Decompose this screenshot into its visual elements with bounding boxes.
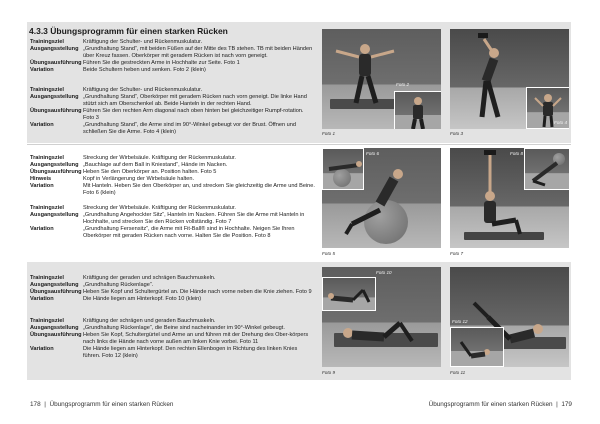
exercise-text-3a bbox=[30, 275, 315, 303]
row-text: „Grundhaltung Fersensitz“, die Arme mit Fit-Ball® sind in Hochhalte. Neigen Sie Ihren Oberkörper mit geraden Rücken nach vorne. Halten Sie die Position. Foto 8 bbox=[83, 226, 295, 239]
row-label: Variation bbox=[30, 183, 54, 189]
row-label: Hinweis bbox=[30, 176, 52, 182]
row-text: „Grundhaltung Rückenlage“, die Beine sind nacheinander im 90°-Winkel gebeugt. bbox=[83, 325, 285, 331]
footer-separator: | bbox=[554, 401, 560, 408]
row-label: Ausgangsstellung bbox=[30, 94, 79, 100]
row-label: Ausgangsstellung bbox=[30, 212, 79, 218]
exercise-text-2a bbox=[30, 155, 315, 197]
section-title bbox=[29, 26, 228, 36]
row-text: Kopf in Verlängerung der Wirbelsäule halten. bbox=[83, 176, 195, 182]
running-title-right: Übungsprogramm für einen starken Rücken bbox=[428, 401, 553, 408]
row-label: Trainingsziel bbox=[30, 87, 64, 93]
row-text: Führen Sie den rechten Arm diagonal nach oben hinten bei gleichzeitiger Rumpf-rotation. Foto 3 bbox=[83, 108, 304, 121]
photo-9-caption: Foto 9 bbox=[322, 370, 336, 375]
row-label: Variation bbox=[30, 296, 54, 302]
row-label: Trainingsziel bbox=[30, 318, 64, 324]
photo-2-inset bbox=[394, 91, 441, 129]
photo-1 bbox=[322, 29, 441, 129]
row-label: Variation bbox=[30, 226, 54, 232]
row-text: Streckung der Wirbelsäule. Kräftigung der Rückenmuskulatur. bbox=[83, 155, 236, 161]
photo-3-caption: Foto 3 bbox=[450, 131, 464, 136]
row-label: Variation bbox=[30, 122, 54, 128]
photo-8-label: Foto 8 bbox=[510, 151, 524, 156]
photo-11-caption: Foto 11 bbox=[450, 370, 466, 375]
exercise-text-1b bbox=[30, 87, 315, 136]
row-label: Übungsausführung bbox=[30, 332, 82, 338]
person-figure-8 bbox=[525, 149, 569, 189]
exercise-text-2b bbox=[30, 205, 315, 240]
row-label: Trainingsziel bbox=[30, 205, 64, 211]
row-text: Kräftigung der Schulter- und Rückenmuskulatur. bbox=[83, 87, 203, 93]
photo-12-label: Foto 12 bbox=[452, 319, 468, 324]
row-text: Führen Sie die gestreckten Arme in Hochhalte zur Seite. Foto 1 bbox=[83, 60, 240, 66]
photo-10-label: Foto 10 bbox=[376, 270, 392, 275]
row-text: Heben Sie Kopf, Schultergürtel und Arme an und führen mit der Drehung des Ober-körpers nach links die Hände nach vorne außen am linken Knie vorbei. Foto 11 bbox=[83, 332, 309, 345]
row-text: Mit Hanteln. Heben Sie den Oberkörper an, und strecken Sie gleichzeitig die Arme und Beine. Foto 6 (klein) bbox=[83, 183, 315, 196]
photo-7-caption: Foto 7 bbox=[450, 251, 464, 256]
photo-6-label: Foto 6 bbox=[366, 151, 380, 156]
row-text: „Grundhaltung Angehockter Sitz“, Hanteln im Nacken. Führen Sie die Arme mit Hanteln in Hochhalte, und strecken Sie den Rücken vollständig. Foto 7 bbox=[83, 212, 305, 225]
row-text: „Grundhaltung Stand“, mit beiden Füßen auf der Mitte des TB stehen. TB mit beiden Händen über Kreuz fassen. Oberkörper mit geradem Rücken ist nach vorn geneigt. bbox=[83, 46, 313, 59]
person-figure-5 bbox=[322, 148, 441, 248]
row-label: Trainingsziel bbox=[30, 275, 64, 281]
row-label: Ausgangsstellung bbox=[30, 162, 79, 168]
row-text: Kräftigung der Schulter- und Rückenmuskulatur. bbox=[83, 39, 203, 45]
row-label: Variation bbox=[30, 346, 54, 352]
page-number-right: 179 bbox=[561, 401, 572, 408]
row-label: Übungsausführung bbox=[30, 60, 82, 66]
row-text: „Grundhaltung Rückenlage“. bbox=[83, 282, 154, 288]
photo-1-caption: Foto 1 bbox=[322, 131, 336, 136]
row-label: Übungsausführung bbox=[30, 289, 82, 295]
row-text: Kräftigung der geraden und schrägen Bauchmuskeln. bbox=[83, 275, 216, 281]
photo-5 bbox=[322, 148, 441, 248]
photo-7 bbox=[450, 148, 569, 248]
row-label: Trainingsziel bbox=[30, 155, 64, 161]
photo-2-label: Foto 2 bbox=[396, 82, 410, 87]
person-figure-9 bbox=[322, 267, 441, 367]
section-number: 4.3.3 bbox=[29, 26, 48, 36]
exercise-text-3b bbox=[30, 318, 315, 360]
row-text: Streckung der Wirbelsäule. Kräftigung der Rückenmuskulatur. bbox=[83, 205, 236, 211]
row-text: Heben Sie Kopf und Schultergürtel an. Die Hände nach vorne neben die Knie ziehen. Foto 9 bbox=[83, 289, 312, 295]
photo-9 bbox=[322, 267, 441, 367]
photo-5-caption: Foto 5 bbox=[322, 251, 336, 256]
photo-12-inset bbox=[450, 327, 504, 367]
photo-11 bbox=[450, 267, 569, 367]
footer-separator: | bbox=[42, 401, 48, 408]
row-label: Ausgangsstellung bbox=[30, 325, 79, 331]
running-title-left: Übungsprogramm für einen starken Rücken bbox=[49, 401, 174, 408]
row-text: Die Hände liegen am Hinterkopf. Den rechten Ellenbogen in Richtung des linken Knies führen. Foto 12 (klein) bbox=[83, 346, 298, 359]
footer-right bbox=[429, 401, 572, 408]
row-text: Die Hände liegen am Hinterkopf. Foto 10 (klein) bbox=[83, 296, 202, 302]
row-label: Übungsausführung bbox=[30, 169, 82, 175]
row-label: Ausgangsstellung bbox=[30, 282, 79, 288]
row-text: „Bauchlage auf dem Ball in Kniestand“, Hände im Nacken. bbox=[83, 162, 228, 168]
photo-8-inset bbox=[524, 148, 569, 190]
row-label: Übungsausführung bbox=[30, 108, 82, 114]
row-text: Heben Sie den Oberkörper an. Position halten. Foto 5 bbox=[83, 169, 217, 175]
person-figure-2 bbox=[395, 92, 441, 129]
exercise-text-1a bbox=[30, 39, 315, 74]
section-title-text: Übungsprogramm für einen starken Rücken bbox=[50, 26, 228, 36]
row-text: Kräftigung der schrägen und geraden Bauchmuskeln. bbox=[83, 318, 216, 324]
page-number-left: 178 bbox=[30, 401, 41, 408]
row-text: „Grundhaltung Stand“, die Arme sind im 90°-Winkel gebeugt vor der Brust. Öffnen und schließen Sie die Arme. Foto 4 (klein) bbox=[83, 122, 296, 135]
row-label: Trainingsziel bbox=[30, 39, 64, 45]
photo-4-label: Foto 4 bbox=[554, 120, 568, 125]
row-text: Beide Schultern heben und senken. Foto 2 (klein) bbox=[83, 67, 206, 73]
row-text: „Grundhaltung Stand“, Oberkörper mit geradem Rücken nach vorn geneigt. Die linke Hand stützt sich am Oberschenkel ab. Beide Hanteln in der rechten Hand. bbox=[83, 94, 307, 107]
person-figure-12 bbox=[451, 328, 503, 366]
row-label: Variation bbox=[30, 67, 54, 73]
row-label: Ausgangsstellung bbox=[30, 46, 79, 52]
footer-left bbox=[30, 401, 173, 408]
photo-3 bbox=[450, 29, 569, 129]
